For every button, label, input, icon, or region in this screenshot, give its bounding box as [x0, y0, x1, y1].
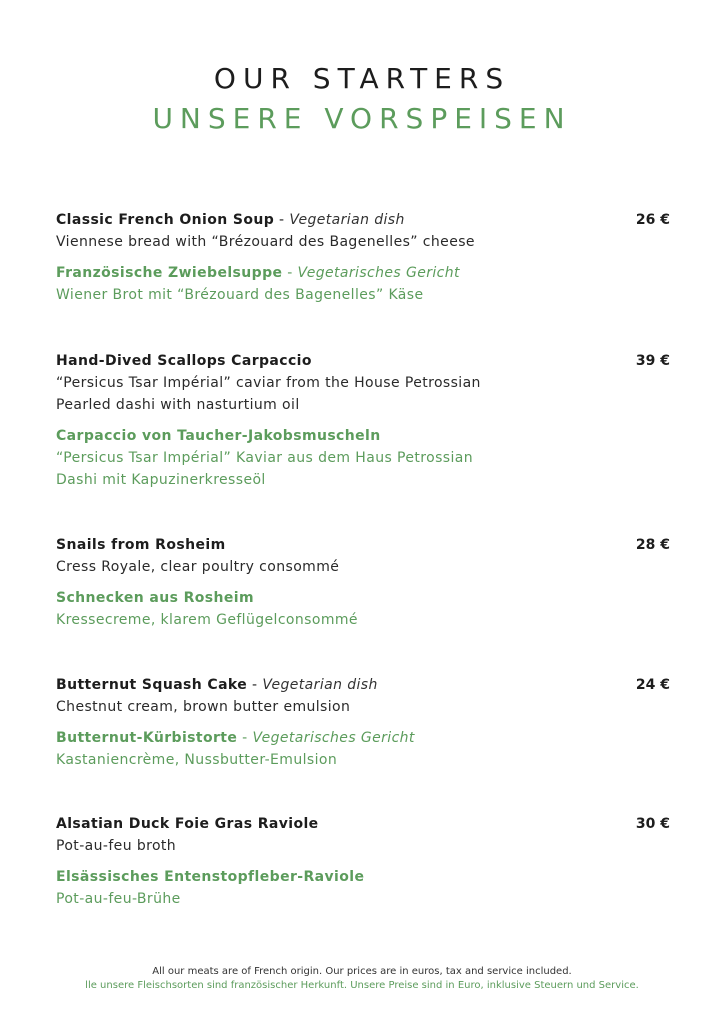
- dish-description-en: Chestnut cream, brown butter emulsion: [56, 699, 351, 715]
- footer-note-de: lle unsere Fleischsorten sind französischer Herkunft. Unsere Preise sind in Euro, inklusive Steuern und Service.: [85, 980, 639, 991]
- dish-name-en: Alsatian Duck Foie Gras Raviole: [56, 816, 319, 832]
- dish-description-en: Pearled dashi with nasturtium oil: [56, 397, 300, 413]
- menu-item-scallops-carpaccio: [56, 350, 670, 491]
- separator: -: [237, 730, 253, 746]
- page-title-en: OUR STARTERS: [213, 62, 511, 95]
- dish-price: 28 €: [635, 537, 670, 553]
- dish-name-en: Classic French Onion Soup: [56, 212, 275, 228]
- dish-price: 30 €: [635, 816, 670, 832]
- dish-price: 24 €: [635, 677, 670, 693]
- separator: -: [274, 212, 290, 228]
- dish-name-en: Hand-Dived Scallops Carpaccio: [56, 353, 312, 369]
- dish-name-de: Butternut-Kürbistorte: [56, 730, 238, 746]
- dish-description-en: Viennese bread with “Brézouard des Bagenelles” cheese: [56, 234, 475, 250]
- dish-description-de: Kastaniencrème, Nussbutter-Emulsion: [56, 752, 338, 768]
- dish-name-de: Elsässisches Entenstopfleber-Raviole: [56, 869, 365, 885]
- dish-name-de: Schnecken aus Rosheim: [56, 590, 254, 606]
- dish-description-de: Wiener Brot mit “Brézouard des Bagenelles” Käse: [56, 287, 424, 303]
- dish-tag-de: Vegetarisches Gericht: [252, 730, 415, 746]
- dish-description-en: Pot-au-feu broth: [56, 838, 177, 854]
- menu-item-foie-gras-raviole: [56, 813, 670, 910]
- dish-tag-en: Vegetarian dish: [262, 677, 378, 693]
- footer-note-en: All our meats are of French origin. Our prices are in euros, tax and service included.: [152, 966, 572, 977]
- dish-name-de: Französische Zwiebelsuppe: [56, 265, 283, 281]
- dish-description-de: Dashi mit Kapuzinerkresseöl: [56, 472, 266, 488]
- dish-description-de: “Persicus Tsar Impérial” Kaviar aus dem Haus Petrossian: [56, 450, 474, 466]
- dish-price: 26 €: [635, 212, 670, 228]
- menu-item-butternut-cake: [56, 674, 670, 771]
- dish-description-de: Kressecreme, klarem Geflügelconsommé: [56, 612, 358, 628]
- dish-price: 39 €: [635, 353, 670, 369]
- menu-item-snails: [56, 534, 670, 631]
- dish-description-de: Pot-au-feu-Brühe: [56, 891, 181, 907]
- dish-name-de: Carpaccio von Taucher-Jakobsmuscheln: [56, 428, 381, 444]
- dish-tag-en: Vegetarian dish: [289, 212, 405, 228]
- dish-name-en: Snails from Rosheim: [56, 537, 226, 553]
- dish-name-en: Butternut Squash Cake: [56, 677, 248, 693]
- dish-tag-de: Vegetarisches Gericht: [297, 265, 460, 281]
- dish-description-en: “Persicus Tsar Impérial” caviar from the House Petrossian: [56, 375, 481, 391]
- separator: -: [282, 265, 298, 281]
- dish-description-en: Cress Royale, clear poultry consommé: [56, 559, 340, 575]
- menu-item-onion-soup: [56, 209, 670, 306]
- separator: -: [247, 677, 263, 693]
- page-title-de: UNSERE VORSPEISEN: [152, 102, 572, 135]
